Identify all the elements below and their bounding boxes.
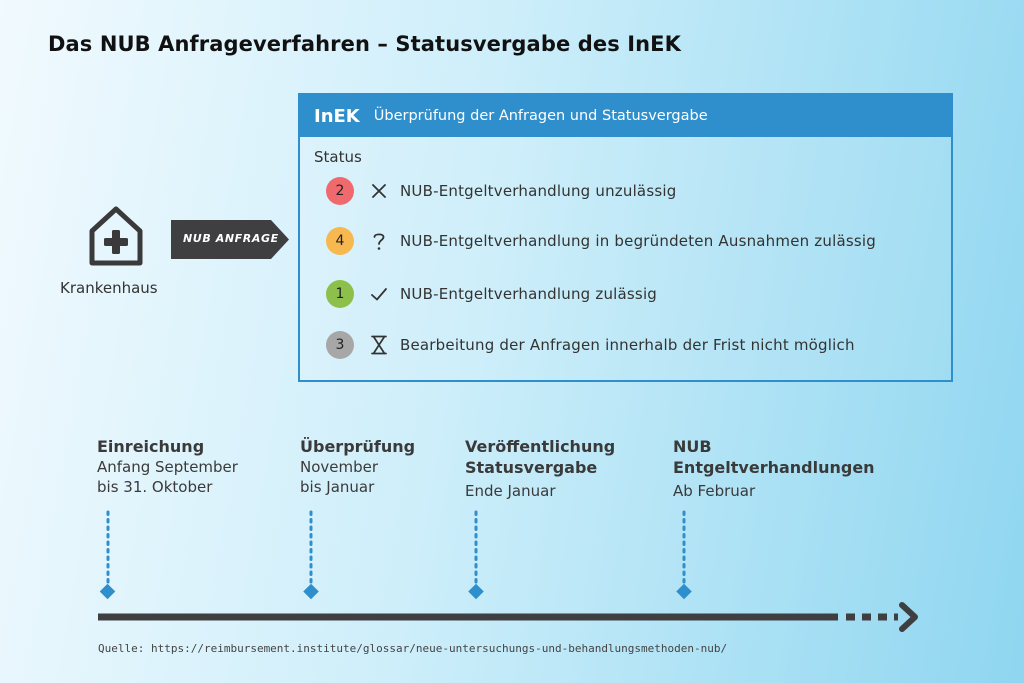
status-text: NUB-Entgeltverhandlung in begründeten Ausnahmen zulässig — [400, 232, 876, 250]
check-icon — [368, 283, 390, 305]
status-text: NUB-Entgeltverhandlung zulässig — [400, 285, 658, 303]
timeline-phase — [465, 436, 615, 501]
timeline-phase — [300, 436, 415, 497]
phase-date: Ab Februar — [673, 482, 756, 500]
status-row — [326, 279, 657, 309]
status-badge: 4 — [326, 227, 354, 255]
inek-description: Überprüfung der Anfragen und Statusvergabe — [373, 108, 708, 124]
nub-request-tag — [171, 220, 289, 259]
hourglass-icon — [368, 334, 390, 356]
hospital-icon — [87, 204, 145, 268]
phase-title: Entgeltverhandlungen — [673, 458, 875, 477]
status-badge: 1 — [326, 280, 354, 308]
hospital-label: Krankenhaus — [60, 279, 158, 297]
phase-title: Veröffentlichung — [465, 437, 616, 456]
phase-title: NUB — [673, 437, 712, 456]
status-label: Status — [314, 148, 362, 166]
status-row — [326, 226, 876, 256]
phase-date: bis Januar — [300, 478, 375, 496]
status-row — [326, 176, 676, 206]
phase-date: bis 31. Oktober — [97, 478, 213, 496]
inek-panel — [298, 93, 953, 382]
timeline-phase — [97, 436, 238, 497]
status-text: Bearbeitung der Anfragen innerhalb der Frist nicht möglich — [400, 336, 855, 354]
phase-date: Ende Januar — [465, 482, 556, 500]
status-badge: 3 — [326, 331, 354, 359]
status-row — [326, 330, 855, 360]
inek-header — [300, 95, 951, 137]
phase-title: Überprüfung — [300, 437, 416, 456]
phase-date: Anfang September — [97, 458, 238, 476]
status-badge: 2 — [326, 177, 354, 205]
phase-date: November — [300, 458, 379, 476]
source-citation: Quelle: https://reimbursement.institute/glossar/neue-untersuchungs-und-behandlungsmethoden-nub/ — [98, 642, 728, 655]
page-title: Das NUB Anfrageverfahren – Statusvergabe des InEK — [48, 32, 681, 56]
phase-title: Statusvergabe — [465, 458, 598, 477]
x-icon — [368, 180, 390, 202]
nub-request-label: NUB ANFRAGE — [183, 232, 279, 245]
status-text: NUB-Entgeltverhandlung unzulässig — [400, 182, 677, 200]
phase-title: Einreichung — [97, 437, 205, 456]
timeline-marker — [100, 512, 692, 599]
timeline-phase — [673, 436, 875, 501]
question-icon — [368, 230, 390, 252]
inek-brand: InEK — [314, 105, 360, 127]
